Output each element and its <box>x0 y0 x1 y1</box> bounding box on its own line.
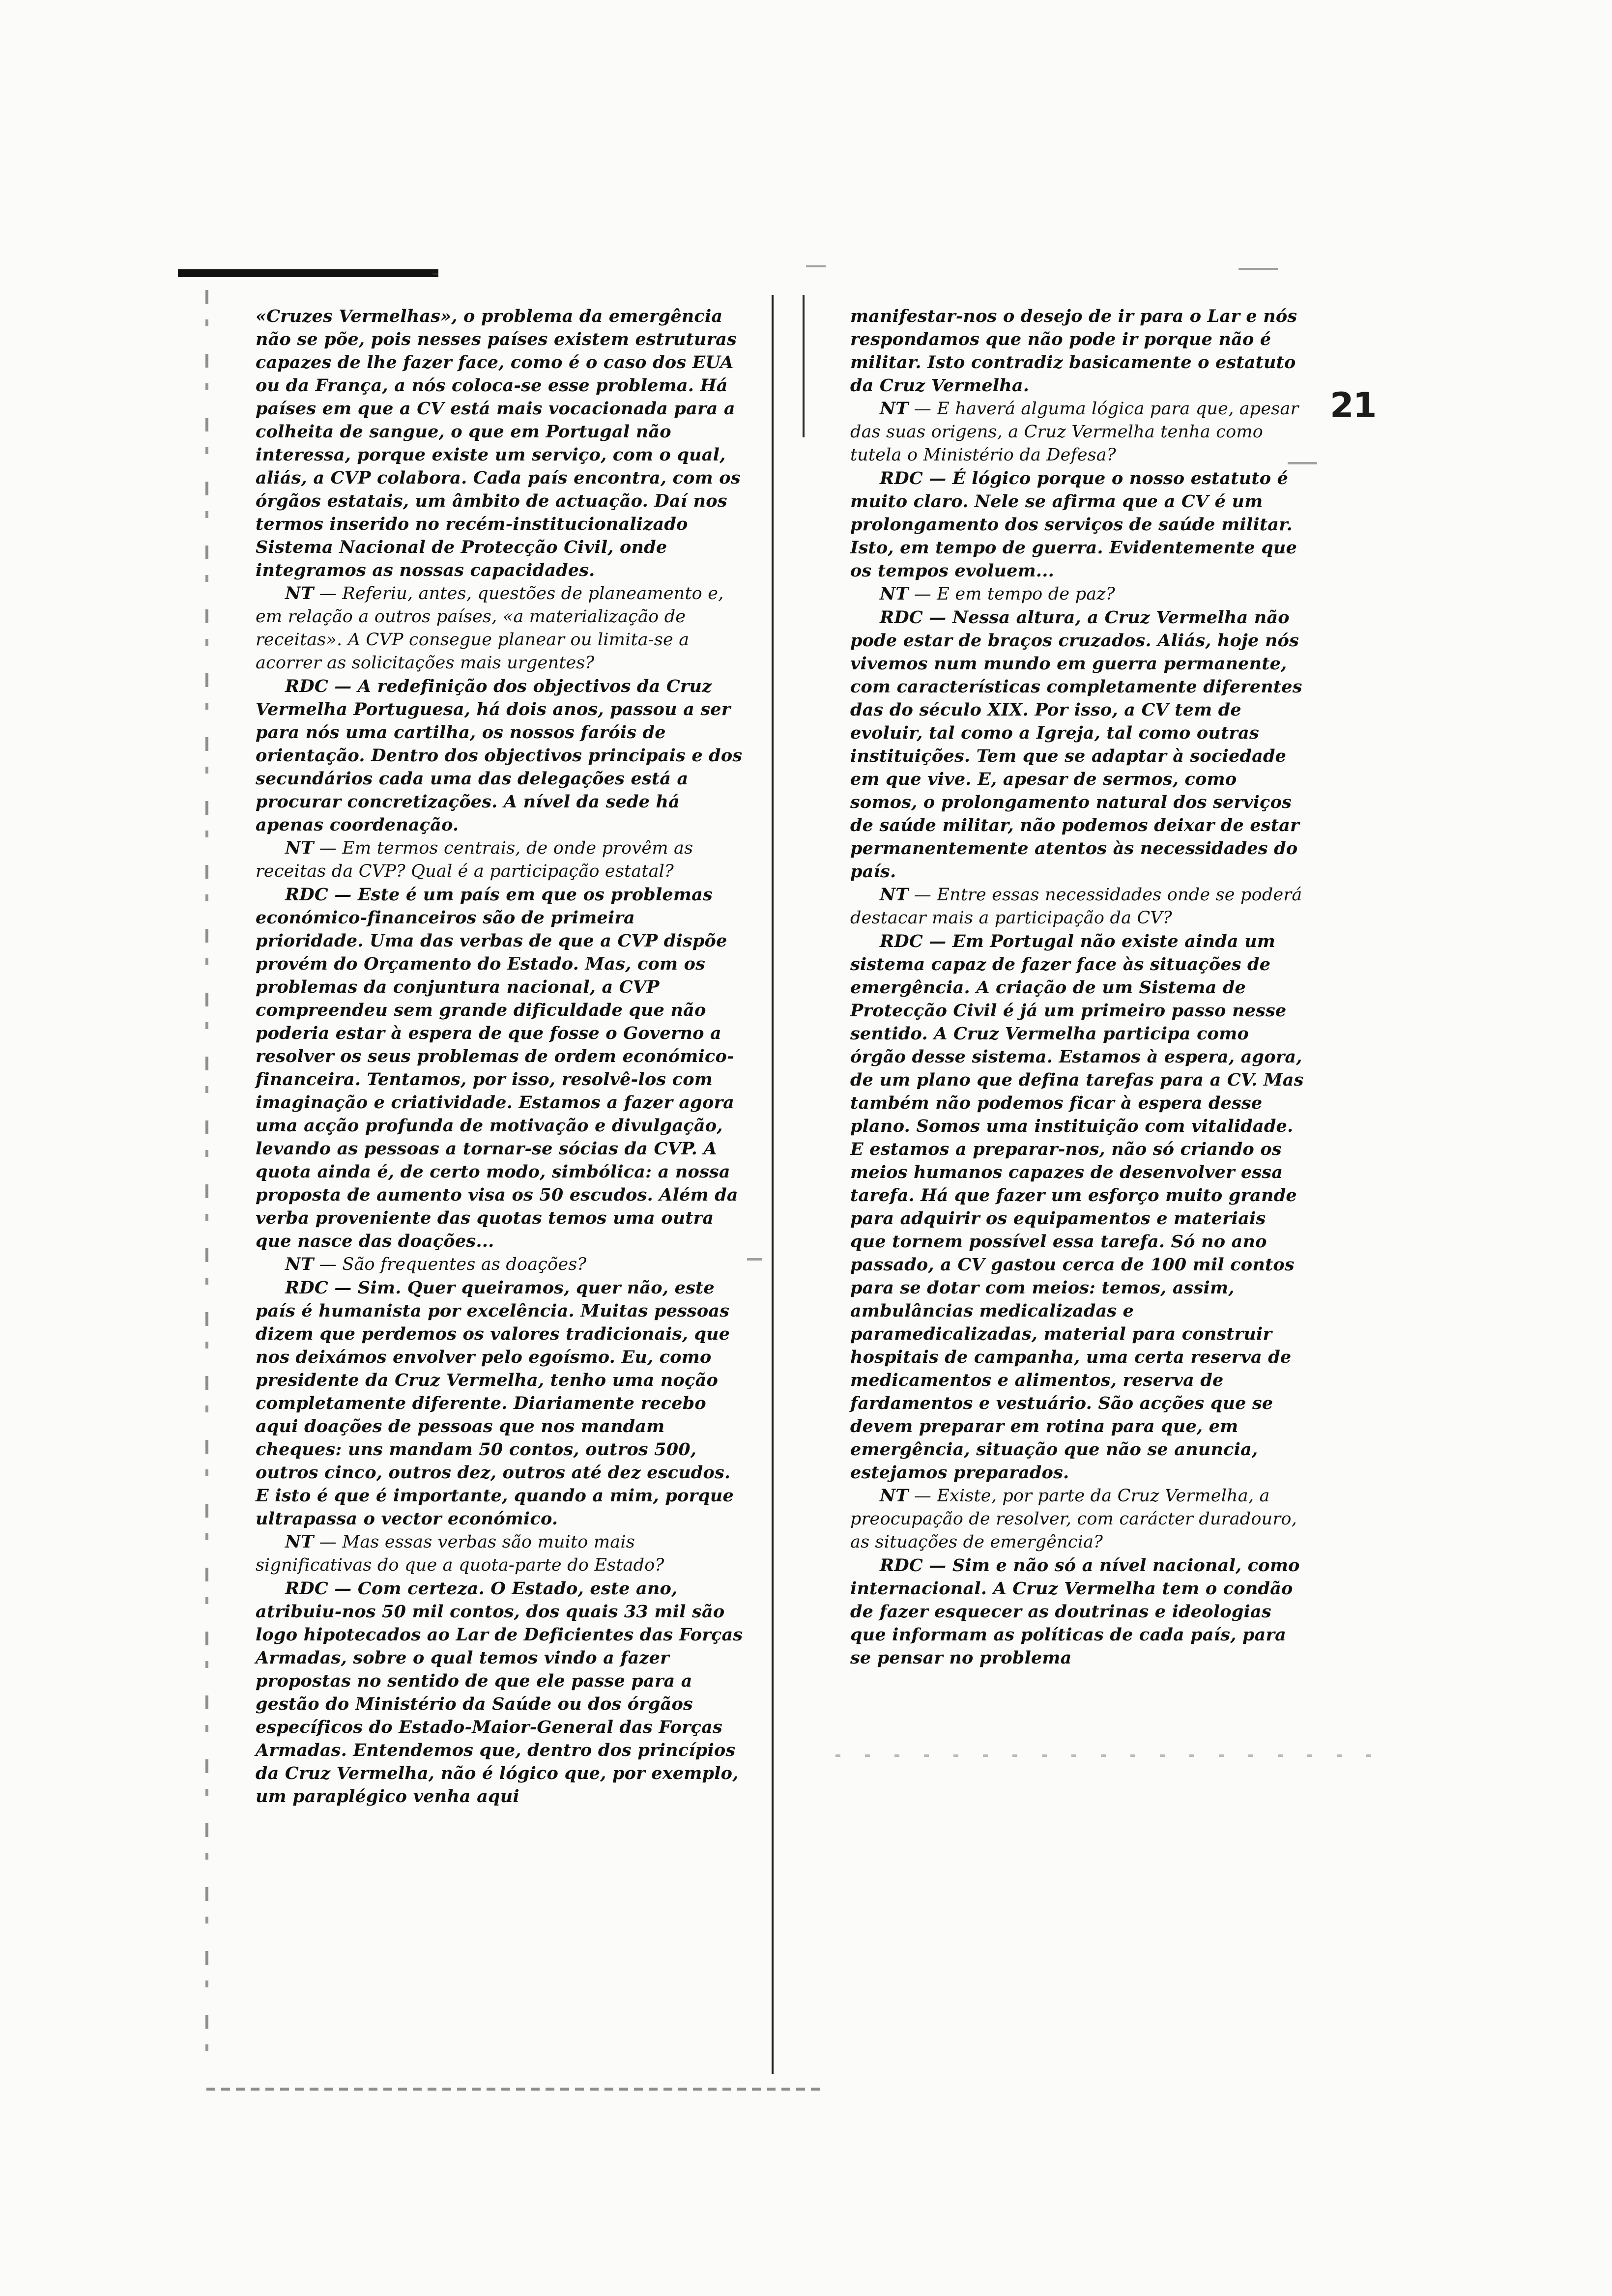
speaker-label: RDC <box>285 1278 328 1298</box>
interview-answer: RDC — É lógico porque o nosso estatuto é muito claro. Nele se afirma que a CV é um prolongamento dos serviços de saúde militar. Isto, em tempo de guerra. Evidentemente que os tempos evoluem... <box>850 468 1297 581</box>
paragraph-text: A redefinição dos objectivos da Cruz Vermelha Portuguesa, há dois anos, passou a ser para nós uma cartilha, os nossos faróis de orientação. Dentro dos objectivos principais e dos secundários cada uma das delegações está a procurar concretizações. A nível da sede há apenas coordenação. <box>256 676 743 835</box>
scan-speck <box>806 265 826 267</box>
interview-question: NT — Entre essas necessidades onde se poderá destacar mais a participação da CV? <box>850 885 1302 928</box>
interview-answer: RDC — A redefinição dos objectivos da Cruz Vermelha Portuguesa, há dois anos, passou a ser para nós uma cartilha, os nossos faróis de orientação. Dentro dos objectivos principais e dos secundários cada uma das delegações está a procurar concretizações. A nível da sede há apenas coordenação. <box>256 676 743 835</box>
paragraph-text: Mas essas verbas são muito mais significativas do que a quota-parte do Estado? <box>256 1532 664 1575</box>
scan-edge-artifact <box>205 290 208 2069</box>
speaker-label: NT <box>285 1254 314 1274</box>
column-divider-short <box>803 295 805 437</box>
interview-answer <box>256 305 747 582</box>
right-column <box>850 305 1307 1669</box>
scan-noise-bottom <box>206 2088 826 2091</box>
left-column <box>256 305 747 1808</box>
paragraph-text: E em tempo de paz? <box>937 584 1115 604</box>
interview-answer: RDC — Sim. Quer queiramos, quer não, este país é humanista por excelência. Muitas pessoas dizem que perdemos os valores tradicionais, que nos deixámos envolver pelo egoísmo. Eu, como presidente da Cruz Vermelha, tenho uma noção completamente diferente. Diariamente recebo aqui doações de pessoas que nos mandam cheques: uns mandam 50 contos, outros 500, outros cinco, outros dez, outros até dez escudos. E isto é que é importante, quando a mim, porque ultrapassa o vector económico. <box>256 1278 734 1529</box>
interview-answer: RDC — Com certeza. O Estado, este ano, atribuiu-nos 50 mil contos, dos quais 33 mil são logo hipotecados ao Lar de Deficientes das Forças Armadas, sobre o qual temos vindo a fazer propostas no sentido de que ele passe para a gestão do Ministério da Saúde ou dos órgãos específicos do Estado-Maior-General das Forças Armadas. Entendemos que, dentro dos princípios da Cruz Vermelha, não é lógico que, por exemplo, um paraplégico venha aqui <box>256 1578 743 1807</box>
speaker-label: RDC <box>880 931 923 951</box>
speaker-label: RDC <box>285 1578 328 1599</box>
paragraph-text: Nessa altura, a Cruz Vermelha não pode estar de braços cruzados. Aliás, hoje nós vivemos num mundo em guerra permanente, com características completamente diferentes das do século XIX. Por isso, a CV tem de evoluir, tal como a Igreja, tal como outras instituições. Tem que se adaptar à sociedade em que vive. E, apesar de sermos, como somos, o prolongamento natural dos serviços de saúde militar, não podemos deixar de estar permanentemente atentos às necessidades do país. <box>850 607 1302 882</box>
interview-question: NT — Existe, por parte da Cruz Vermelha, a preocupação de resolver, com carácter duradouro, as situações de emergência? <box>850 1486 1297 1552</box>
paragraph-text: Este é um país em que os problemas económico-financeiros são de primeira prioridade. Uma das verbas de que a CVP dispõe provém do Orçamento do Estado. Mas, com os problemas da conjuntura nacional, a CVP compreendeu sem grande dificuldade que não poderia estar à espera de que fosse o Governo a resolver os seus problemas de ordem económico-financeira. Tentamos, por isso, resolvê-los com imaginação e criatividade. Estamos a fazer agora uma acção profunda de motivação e divulgação, levando as pessoas a tornar-se sócias da CVP. A quota ainda é, de certo modo, simbólica: a nossa proposta de aumento visa os 50 escudos. Além da verba proveniente das quotas temos uma outra que nasce das doações... <box>256 885 738 1251</box>
paragraph-text: É lógico porque o nosso estatuto é muito claro. Nele se afirma que a CV é um prolongamento dos serviços de saúde militar. Isto, em tempo de guerra. Evidentemente que os tempos evoluem... <box>850 468 1297 581</box>
scan-noise-right-bottom <box>835 1754 1376 1757</box>
paragraph-text: E haverá alguma lógica para que, apesar das suas origens, a Cruz Vermelha tenha como tutela o Ministério da Defesa? <box>850 399 1299 465</box>
interview-answer: RDC — Sim e não só a nível nacional, como internacional. A Cruz Vermelha tem o condão de fazer esquecer as doutrinas e ideologias que informam as políticas de cada país, para se pensar no problema <box>850 1555 1300 1668</box>
interview-question: NT — São frequentes as doações? <box>256 1253 747 1276</box>
speaker-label: NT <box>285 838 314 858</box>
column-divider <box>772 295 774 2074</box>
paragraph-text: Em Portugal não existe ainda um sistema capaz de fazer face às situações de emergência. A criação de um Sistema de Protecção Civil é já um primeiro passo nesse sentido. A Cruz Vermelha participa como órgão desse sistema. Estamos à espera, agora, de um plano que defina tarefas para a CV. Mas também não podemos ficar à espera desse plano. Somos uma instituição com vitalidade. E estamos a preparar-nos, não só criando os meios humanos capazes de desenvolver essa tarefa. Há que fazer um esforço muito grande para adquirir os equipamentos e materiais que tornem possível essa tarefa. Só no ano passado, a CV gastou cerca de 100 mil contos para se dotar com meios: temos, assim, ambulâncias medicalizadas e paramedicalizadas, material para construir hospitais de campanha, uma certa reserva de medicamentos e alimentos, reserva de fardamentos e vestuário. São acções que se devem preparar em rotina para que, em emergência, situação que não se anuncia, estejamos preparados. <box>850 931 1304 1483</box>
scan-speck <box>1288 462 1317 464</box>
interview-question: NT — Em termos centrais, de onde provêm as receitas da CVP? Qual é a participação estatal? <box>256 838 693 881</box>
speaker-label: NT <box>285 583 314 603</box>
interview-question: NT — E haverá alguma lógica para que, apesar das suas origens, a Cruz Vermelha tenha como tutela o Ministério da Defesa? <box>850 399 1299 465</box>
speaker-label: NT <box>880 399 909 419</box>
speaker-label: RDC <box>880 607 923 628</box>
paragraph-text: São frequentes as doações? <box>342 1255 587 1274</box>
interview-answer: RDC — Este é um país em que os problemas económico-financeiros são de primeira prioridade. Uma das verbas de que a CVP dispõe provém do Orçamento do Estado. Mas, com os problemas da conjuntura nacional, a CVP compreendeu sem grande dificuldade que não poderia estar à espera de que fosse o Governo a resolver os seus problemas de ordem económico-financeira. Tentamos, por isso, resolvê-los com imaginação e criatividade. Estamos a fazer agora uma acção profunda de motivação e divulgação, levando as pessoas a tornar-se sócias da CVP. A quota ainda é, de certo modo, simbólica: a nossa proposta de aumento visa os 50 escudos. Além da verba proveniente das quotas temos uma outra que nasce das doações... <box>256 885 738 1251</box>
interview-question: NT — Mas essas verbas são muito mais significativas do que a quota-parte do Estado? <box>256 1532 664 1575</box>
speaker-label: NT <box>880 1486 909 1506</box>
paragraph-text: Sim. Quer queiramos, quer não, este país é humanista por excelência. Muitas pessoas dizem que perdemos os valores tradicionais, que nos deixámos envolver pelo egoísmo. Eu, como presidente da Cruz Vermelha, tenho uma noção completamente diferente. Diariamente recebo aqui doações de pessoas que nos mandam cheques: uns mandam 50 contos, outros 500, outros cinco, outros dez, outros até dez escudos. E isto é que é importante, quando a mim, porque ultrapassa o vector económico. <box>256 1278 734 1529</box>
header-rule <box>178 269 438 277</box>
paragraph-text: Referiu, antes, questões de planeamento e, em relação a outros países, «a materialização de receitas». A CVP consegue planear ou limita-se a acorrer as solicitações mais urgentes? <box>256 584 724 673</box>
speaker-label: RDC <box>285 676 328 696</box>
paragraph-text: «Cruzes Vermelhas», o problema da emergência não se põe, pois nesses países existem estruturas capazes de lhe fazer face, como é o caso dos EUA ou da França, a nós coloca-se esse problema. Há países em que a CV está mais vocacionada para a colheita de sangue, o que em Portugal não interessa, porque existe um serviço, com o qual, aliás, a CVP colabora. Cada país encontra, com os órgãos estatais, um âmbito de actuação. Daí nos termos inserido no recém-institucionalizado Sistema Nacional de Protecção Civil, onde integramos as nossas capacidades. <box>256 306 741 580</box>
interview-question: NT — Referiu, antes, questões de planeamento e, em relação a outros países, «a materialização de receitas». A CVP consegue planear ou limita-se a acorrer as solicitações mais urgentes? <box>256 583 724 673</box>
header-rule-tail <box>432 273 438 275</box>
speaker-label: RDC <box>880 468 923 488</box>
scan-speck <box>747 1258 762 1261</box>
interview-answer: RDC — Em Portugal não existe ainda um sistema capaz de fazer face às situações de emergência. A criação de um Sistema de Protecção Civil é já um primeiro passo nesse sentido. A Cruz Vermelha participa como órgão desse sistema. Estamos à espera, agora, de um plano que defina tarefas para a CV. Mas também não podemos ficar à espera desse plano. Somos uma instituição com vitalidade. E estamos a preparar-nos, não só criando os meios humanos capazes de desenvolver essa tarefa. Há que fazer um esforço muito grande para adquirir os equipamentos e materiais que tornem possível essa tarefa. Só no ano passado, a CV gastou cerca de 100 mil contos para se dotar com meios: temos, assim, ambulâncias medicalizadas e paramedicalizadas, material para construir hospitais de campanha, uma certa reserva de medicamentos e alimentos, reserva de fardamentos e vestuário. São acções que se devem preparar em rotina para que, em emergência, situação que não se anuncia, estejamos preparados. <box>850 931 1304 1483</box>
paragraph-text: Em termos centrais, de onde provêm as receitas da CVP? Qual é a participação estatal? <box>256 838 693 881</box>
speaker-label: NT <box>880 584 909 604</box>
page-number: 21 <box>1330 385 1376 426</box>
scan-speck <box>1238 268 1278 270</box>
speaker-label: RDC <box>880 1555 923 1576</box>
paragraph-text: Com certeza. O Estado, este ano, atribuiu-nos 50 mil contos, dos quais 33 mil são logo hipotecados ao Lar de Deficientes das Forças Armadas, sobre o qual temos vindo a fazer propostas no sentido de que ele passe para a gestão do Ministério da Saúde ou dos órgãos específicos do Estado-Maior-General das Forças Armadas. Entendemos que, dentro dos princípios da Cruz Vermelha, não é lógico que, por exemplo, um paraplégico venha aqui <box>256 1578 743 1807</box>
speaker-label: RDC <box>285 885 328 905</box>
paragraph-text: Sim e não só a nível nacional, como internacional. A Cruz Vermelha tem o condão de fazer esquecer as doutrinas e ideologias que informam as políticas de cada país, para se pensar no problema <box>850 1555 1300 1668</box>
paragraph-text: manifestar-nos o desejo de ir para o Lar e nós respondamos que não pode ir porque não é militar. Isto contradiz basicamente o estatuto da Cruz Vermelha. <box>850 306 1297 396</box>
paragraph-text: Existe, por parte da Cruz Vermelha, a preocupação de resolver, com carácter duradouro, as situações de emergência? <box>850 1486 1297 1552</box>
speaker-label: NT <box>285 1532 314 1552</box>
speaker-label: NT <box>880 885 909 905</box>
interview-answer: RDC — Nessa altura, a Cruz Vermelha não pode estar de braços cruzados. Aliás, hoje nós vivemos num mundo em guerra permanente, com características completamente diferentes das do século XIX. Por isso, a CV tem de evoluir, tal como a Igreja, tal como outras instituições. Tem que se adaptar à sociedade em que vive. E, apesar de sermos, como somos, o prolongamento natural dos serviços de saúde militar, não podemos deixar de estar permanentemente atentos às necessidades do país. <box>850 607 1302 882</box>
interview-answer <box>850 305 1307 397</box>
interview-question: NT — E em tempo de paz? <box>850 582 1307 606</box>
paragraph-text: Entre essas necessidades onde se poderá destacar mais a participação da CV? <box>850 885 1302 928</box>
